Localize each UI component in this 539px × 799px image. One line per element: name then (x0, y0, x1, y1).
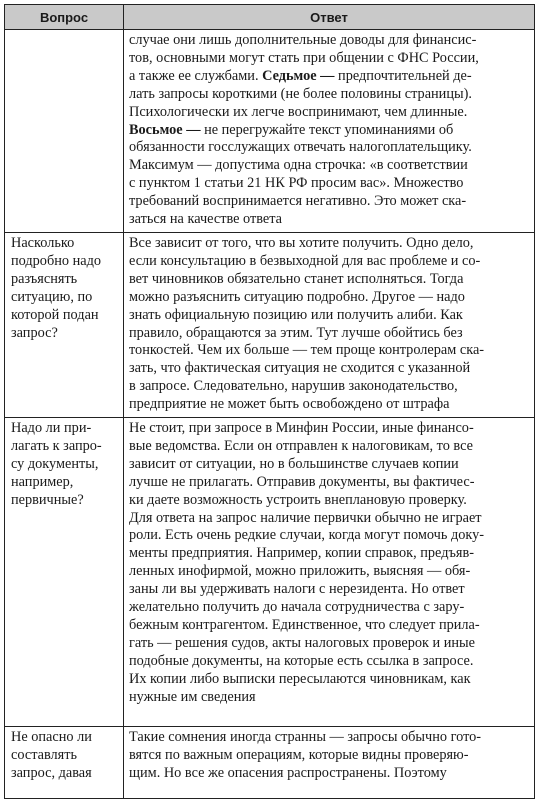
answer-line: подобные документы, на которые есть ссылка в запросе. (129, 652, 474, 669)
answer-cell (124, 30, 535, 233)
table-row (5, 232, 535, 417)
emphasis-seventh: Седьмое — (262, 67, 335, 84)
answer-line: требований воспринимается негативно. Это может ска- (129, 193, 467, 210)
qa-table (4, 4, 535, 799)
answer-line: вет чиновников обязательно станет исполняться. Тогда (129, 270, 464, 287)
table-row (5, 727, 535, 799)
answer-line: лучше не прилагать. Отправив документы, вы фактичес- (129, 473, 475, 490)
answer-line: тов, основными могут стать при общении с ФНС России, (129, 49, 479, 66)
answer-line: лать запросы короткими (не более половины страницы). (129, 85, 472, 102)
question-cell (5, 232, 124, 417)
question-line: например, (11, 473, 74, 490)
question-line: Не опасно ли (11, 729, 92, 746)
text-run: а также ее службами. (129, 67, 263, 84)
answer-line: ленных инофирмой, можно приложить, выясняя — обя- (129, 563, 471, 580)
answer-line: Не стоит, при запросе в Минфин России, иные финансо- (129, 420, 474, 437)
table-row (5, 30, 535, 233)
answer-line: вые ведомства. Если он отправлен к налоговикам, то все (129, 437, 473, 454)
answer-line: предприятие не может быть освобождено от штрафа (129, 396, 450, 413)
answer-line: Все зависит от того, что вы хотите получить. Одно дело, (129, 234, 474, 251)
answer-line: желательно получить до начала сотрудничества с зару- (129, 599, 465, 616)
question-line: подробно надо (11, 252, 102, 269)
header-question: Вопрос (5, 5, 124, 30)
answer-line: знать официальную позицию или получить алиби. Как (129, 306, 463, 323)
answer-line: вятся по важным операциям, которые видны проверяю- (129, 746, 469, 763)
answer-line (129, 122, 529, 140)
table-row (5, 418, 535, 727)
answer-line: Такие сомнения иногда странны — запросы обычно гото- (129, 729, 482, 746)
answer-line: зать, что фактическая ситуация не сходится с указанной (129, 360, 471, 377)
header-answer: Ответ (124, 5, 535, 30)
question-line: ситуацию, по (11, 288, 93, 305)
answer-line: заться на качестве ответа (129, 211, 283, 228)
answer-line: с пунктом 1 статьи 21 НК РФ просим вас». Множество (129, 175, 464, 192)
document-page (4, 4, 534, 799)
question-line: запрос, давая (11, 764, 92, 781)
answer-line: случае они лишь дополнительные доводы для финансис- (129, 32, 477, 48)
answer-line: ки даете возможность устроить внеплановую проверку. (129, 491, 467, 508)
answer-line: бежным контрагентом. Единственное, что следует прила- (129, 617, 480, 633)
answer-line: Максимум — допустима одна строчка: «в соответствии (129, 157, 468, 174)
answer-line: Их копии либо выписки пересылаются чиновникам, как (129, 670, 471, 687)
question-line: су документы, (11, 455, 99, 472)
question-line: разъяснять (11, 270, 78, 287)
text-run: предпочтительней де- (334, 67, 472, 84)
question-line: лагать к запро- (11, 437, 102, 454)
question-cell (5, 418, 124, 727)
answer-line: нужные им сведения (129, 688, 256, 705)
answer-line: гать — решения судов, акты налоговых проверок и иные (129, 634, 476, 651)
answer-line: Психологически их легче воспринимают, чем длинные. (129, 103, 468, 120)
table-header-row (5, 5, 535, 30)
answer-line: зависит от ситуации, но в большинстве случаев копии (129, 455, 459, 472)
answer-line: роли. Есть очень редкие случаи, когда могут помочь доку- (129, 527, 485, 544)
answer-line: тонкостей. Чем их больше — тем проще контролерам ска- (129, 342, 485, 359)
answer-line: щим. Но все же опасения распространены. Поэтому (129, 764, 447, 781)
answer-cell (124, 727, 535, 799)
answer-line (129, 68, 529, 86)
question-line: которой подан (11, 306, 99, 323)
answer-line: правило, обращаются за этим. Тут лучше обойтись без (129, 324, 463, 341)
emphasis-eighth: Восьмое — (129, 121, 201, 138)
text-run: не перегружайте текст упоминаниями об (200, 121, 454, 138)
answer-line: если консультацию в безвыходной для вас проблеме и со- (129, 252, 481, 269)
answer-line: в запросе. Следовательно, нарушив законодательство, (129, 378, 458, 395)
answer-line: Для ответа на запрос наличие первички обычно не играет (129, 509, 482, 526)
question-line: Надо ли при- (11, 420, 92, 437)
question-cell (5, 727, 124, 799)
answer-line: заны ли вы удерживать налоги с нерезидента. Но ответ (129, 581, 465, 598)
question-line: запрос? (11, 324, 58, 341)
question-line: Насколько (11, 234, 75, 251)
answer-line: менты предприятия. Например, копии справок, предъяв- (129, 545, 474, 562)
answer-cell (124, 232, 535, 417)
answer-line: обязанности госслужащих отвечать налогоплательщику. (129, 139, 472, 156)
answer-line: можно разъяснить ситуацию подробно. Другое — надо (129, 288, 465, 305)
answer-cell (124, 418, 535, 727)
question-line: первичные? (11, 491, 84, 508)
question-cell (5, 30, 124, 233)
question-line: составлять (11, 746, 78, 763)
